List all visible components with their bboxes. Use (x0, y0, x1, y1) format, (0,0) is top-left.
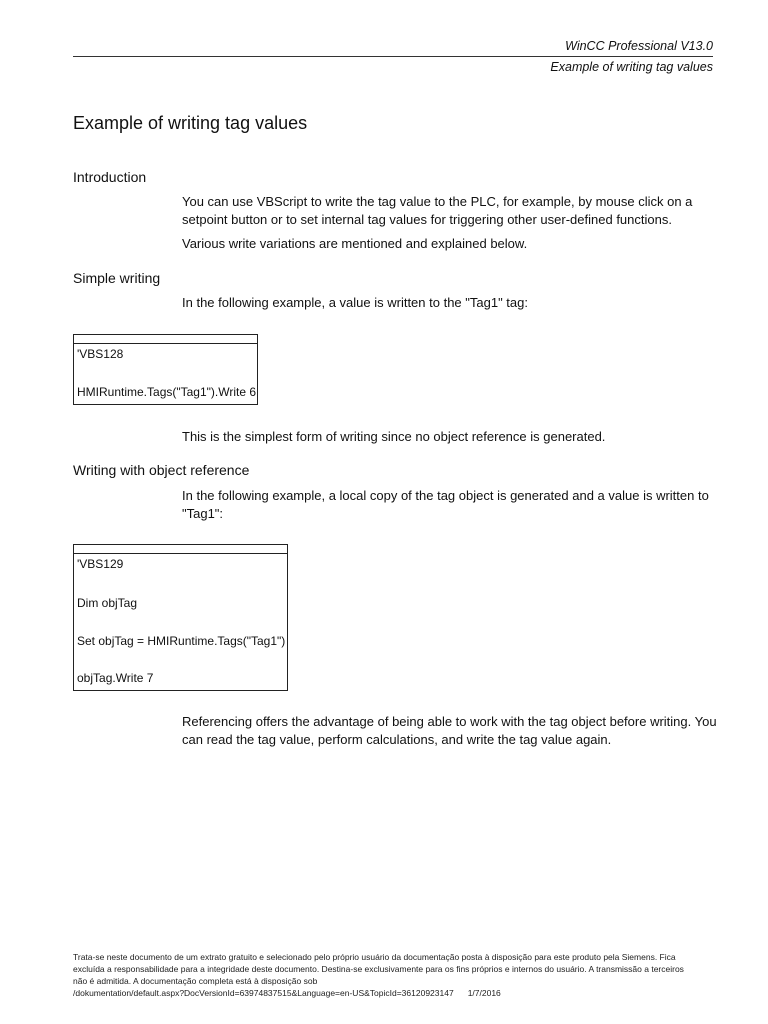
code-line: HMIRuntime.Tags("Tag1").Write 6 (77, 385, 257, 399)
footer-url: /dokumentation/default.aspx?DocVersionId=63974837515&Language=en-US&TopicId=36120923147 (73, 988, 454, 998)
code-block-vbs129 (73, 544, 288, 691)
introduction-paragraph-1: You can use VBScript to write the tag value to the PLC, for example, by mouse click on a setpoint button or to set internal tag values for triggering other user-defined functions. (182, 194, 693, 227)
header-divider (73, 56, 713, 57)
code-line: 'VBS128 (77, 347, 124, 361)
code-block-vbs128 (73, 334, 258, 405)
code-line: objTag.Write 7 (77, 671, 154, 685)
footer-disclaimer (73, 951, 723, 999)
code-block-header-strip (74, 335, 257, 344)
footer-date: 1/7/2016 (467, 988, 501, 998)
header-product-name: WinCC Professional V13.0 (565, 39, 713, 53)
code-line: 'VBS129 (77, 557, 124, 571)
introduction-heading: Introduction (73, 169, 147, 185)
simple-writing-heading: Simple writing (73, 270, 161, 286)
footer-url-line (73, 987, 723, 999)
footer-line: não é admitida. A documentação completa está à disposição sob (73, 976, 318, 986)
code-block-header-strip (74, 545, 287, 554)
footer-line: Trata-se neste documento de um extrato gratuito e selecionado pelo próprio usuário da documentação posta à disposição para este produto pela Siemens. Fica (73, 952, 676, 962)
object-reference-intro: In the following example, a local copy of the tag object is generated and a value is written to "Tag1": (182, 488, 709, 521)
code-line: Set objTag = HMIRuntime.Tags("Tag1") (77, 634, 286, 648)
object-reference-note: Referencing offers the advantage of being able to work with the tag object before writing. You can read the tag value, perform calculations, and write the tag value again. (182, 714, 717, 747)
footer-line: excluída a responsabilidade para a integridade deste documento. Destina-se exclusivamente para os fins próprios e internos do usuário. A transmissão a terceiros (73, 964, 684, 974)
simple-writing-intro: In the following example, a value is written to the "Tag1" tag: (182, 295, 528, 310)
introduction-paragraph-2: Various write variations are mentioned and explained below. (182, 236, 528, 251)
page-title: Example of writing tag values (73, 113, 308, 133)
code-line: Dim objTag (77, 596, 138, 610)
simple-writing-note: This is the simplest form of writing since no object reference is generated. (182, 429, 606, 444)
header-section-title: Example of writing tag values (550, 60, 713, 74)
object-reference-heading: Writing with object reference (73, 462, 250, 478)
